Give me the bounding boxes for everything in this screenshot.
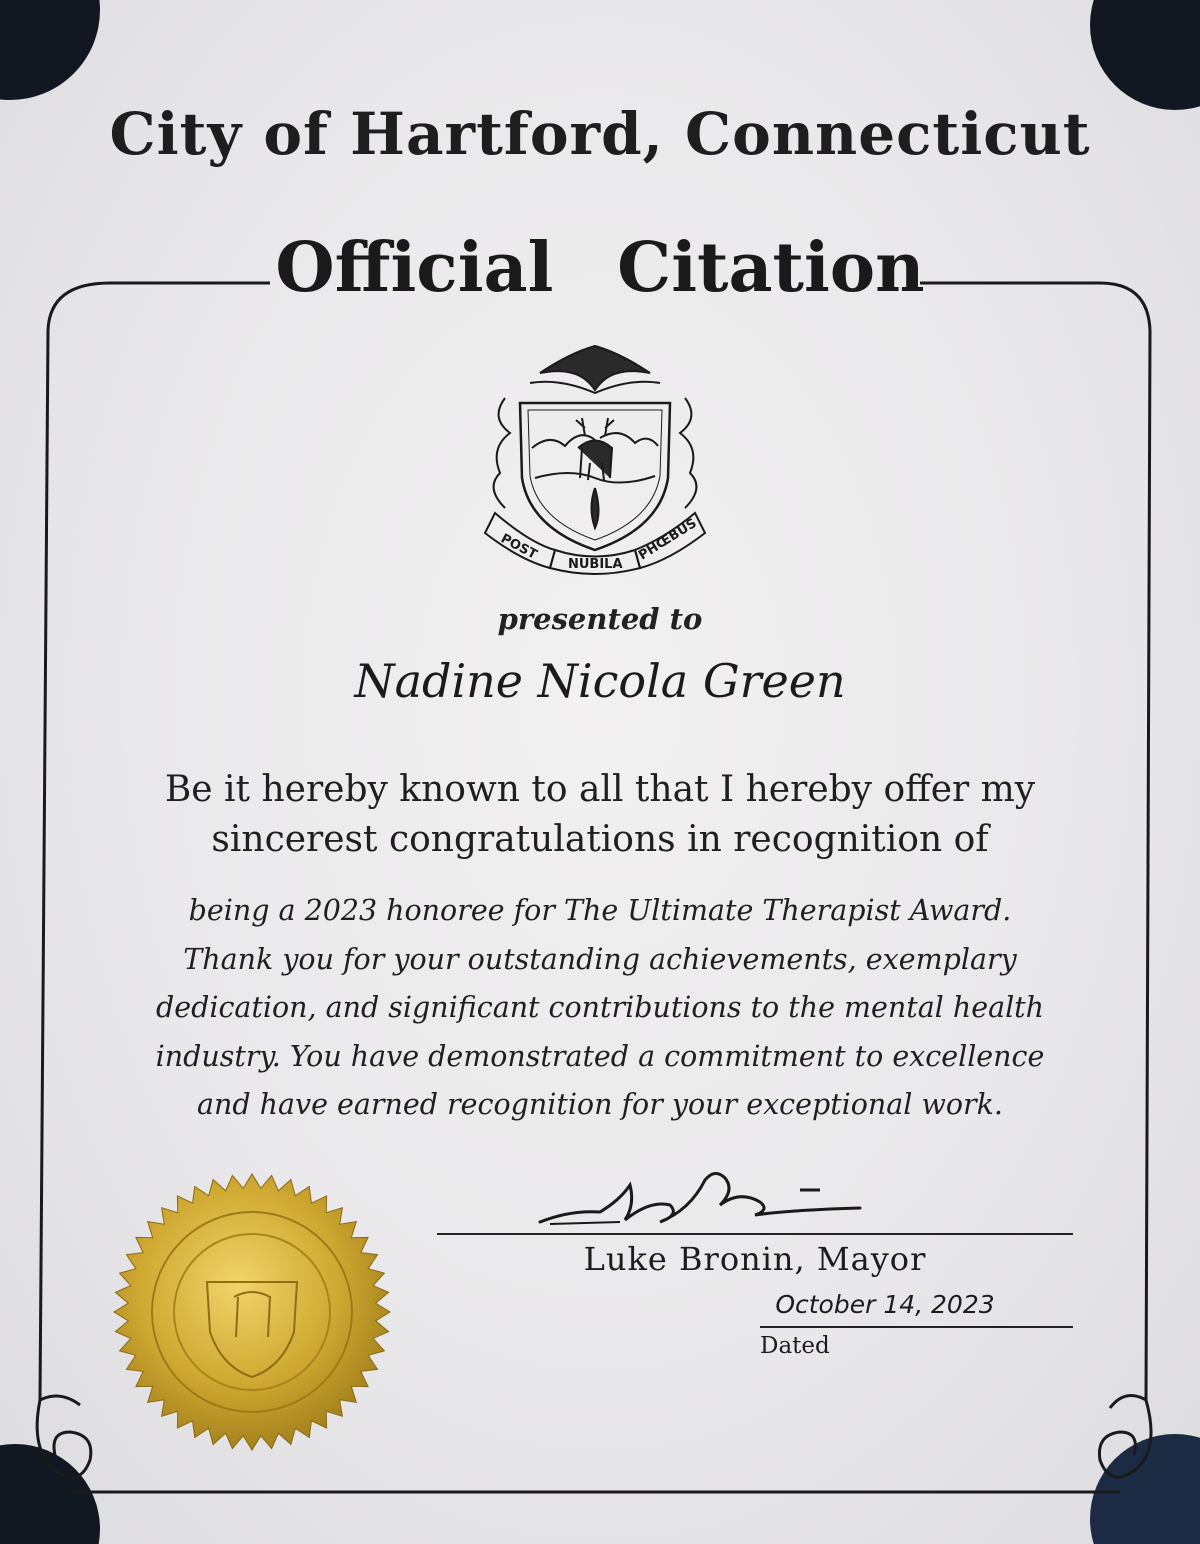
decree-line: sincerest congratulations in recognition of: [211, 819, 989, 860]
decree-statement: [100, 765, 1100, 865]
body-line: industry. You have demonstrated a commitment to excellence: [155, 1039, 1045, 1073]
gold-seal-icon: [112, 1172, 392, 1452]
body-line: Thank you for your outstanding achievements, exemplary: [183, 942, 1017, 976]
mayor-signature: [530, 1160, 870, 1232]
hartford-crest-icon: [470, 328, 720, 578]
signature-line: [437, 1233, 1073, 1235]
signer-name: Luke Bronin, Mayor: [583, 1240, 927, 1278]
body-line: and have earned recognition for your exceptional work.: [197, 1088, 1003, 1121]
date-label: Dated: [760, 1333, 830, 1359]
motto-middle: NUBILA: [568, 557, 623, 572]
recipient-name: Nadine Nicola Green: [354, 654, 846, 708]
body-line: dedication, and significant contributions to the mental health: [156, 991, 1044, 1024]
decree-line: Be it hereby known to all that I hereby offer my: [164, 769, 1036, 810]
motto-right: PHŒBUS: [636, 516, 700, 564]
body-line: being a 2023 honoree for The Ultimate Therapist Award.: [188, 894, 1012, 927]
city-heading: City of Hartford, Connecticut: [109, 100, 1091, 168]
date-value: October 14, 2023: [775, 1290, 995, 1319]
citation-body: [110, 887, 1090, 1130]
citation-title: Official Citation: [275, 228, 925, 308]
date-line: [760, 1326, 1073, 1328]
presented-to-label: presented to: [497, 602, 703, 636]
motto-left: POST: [498, 531, 540, 563]
